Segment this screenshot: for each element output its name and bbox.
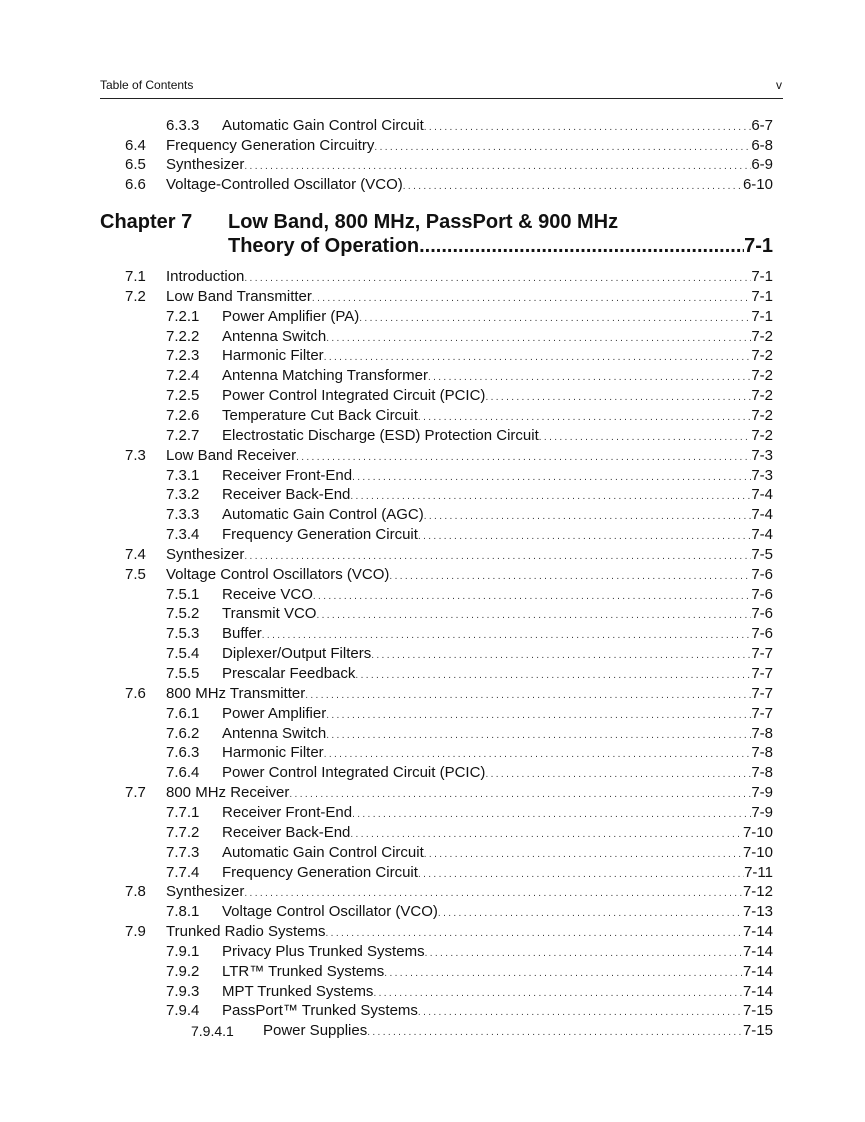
- toc-entry[interactable]: [0, 763, 773, 783]
- toc-entry-page: 7-7: [751, 684, 773, 702]
- dot-leader: [418, 863, 744, 885]
- toc-entry-title: MPT Trunked Systems: [222, 982, 374, 1000]
- toc-entry-number: 7.1: [125, 268, 146, 285]
- toc-entry-body: [222, 505, 773, 527]
- toc-entry[interactable]: [0, 922, 773, 942]
- dot-leader: [384, 962, 743, 984]
- toc-entry-title: Privacy Plus Trunked Systems: [222, 942, 425, 960]
- toc-entry-page: 7-9: [751, 784, 773, 802]
- toc-entry-title: Harmonic Filter: [222, 347, 324, 365]
- toc-entry[interactable]: [0, 175, 773, 195]
- toc-entry-body: [222, 863, 773, 885]
- dot-leader: [418, 525, 751, 547]
- toc-entry-number: 6.3.3: [166, 117, 200, 134]
- toc-entry-number: 7.3.2: [166, 486, 200, 504]
- toc-entry-page: 6-7: [751, 117, 773, 134]
- toc-entry-page: 7-1: [751, 307, 773, 325]
- toc-entry-number: 7.6: [125, 684, 146, 702]
- toc-entry-page: 7-3: [751, 466, 773, 484]
- dot-leader: [244, 155, 751, 177]
- toc-entry-page: 7-9: [751, 803, 773, 821]
- toc-entry-body: [222, 116, 773, 138]
- dot-leader: [326, 704, 751, 726]
- toc-entry-body: [166, 684, 773, 706]
- toc-entry-number: 7.5: [125, 565, 146, 583]
- chapter-page: 7-1: [744, 235, 773, 257]
- toc-entry-body: [222, 803, 773, 825]
- dot-leader: [313, 585, 751, 607]
- toc-entry-body: [222, 585, 773, 607]
- toc-entry-number: 7.6.4: [166, 764, 200, 782]
- toc-entry-title: Antenna Switch: [222, 724, 327, 742]
- dot-leader: [326, 724, 751, 746]
- toc-entry-body: [222, 624, 773, 646]
- toc-entry-title: Antenna Matching Transformer: [222, 367, 428, 385]
- dot-leader: [244, 267, 751, 289]
- toc-entry-title: Synthesizer: [166, 883, 245, 901]
- toc-entry-page: 6-8: [751, 136, 773, 154]
- toc-entry-page: 7-2: [751, 406, 773, 424]
- toc-entry-title: Power Supplies: [263, 1022, 368, 1040]
- chapter-heading[interactable]: [100, 211, 773, 261]
- toc-entry[interactable]: [0, 743, 773, 763]
- toc-entry-number: 7.5.1: [166, 585, 200, 603]
- toc-entry-title: Synthesizer: [166, 545, 245, 563]
- toc-entry-number: 7.7: [125, 784, 146, 802]
- toc-entry-number: 7.3.3: [166, 506, 200, 524]
- dot-leader: [326, 922, 743, 944]
- toc-entry[interactable]: [0, 505, 773, 525]
- toc-entry-body: [222, 664, 773, 686]
- toc-entry-page: 7-7: [751, 704, 773, 722]
- dot-leader: [359, 307, 751, 329]
- toc-entry-title: Buffer: [222, 625, 262, 643]
- toc-entry-page: 7-10: [742, 823, 773, 841]
- chapter-title-line2-row: [228, 235, 773, 258]
- toc-entry-title: Automatic Gain Control Circuit: [222, 843, 424, 861]
- dot-leader: [262, 624, 752, 646]
- toc-entry[interactable]: [0, 902, 773, 922]
- dot-leader: [539, 426, 752, 448]
- dot-leader: [485, 763, 751, 785]
- dot-leader: [425, 942, 743, 964]
- toc-entry[interactable]: [0, 585, 773, 605]
- dot-leader: [352, 466, 751, 488]
- toc-entry-title: Voltage Control Oscillator (VCO): [222, 903, 438, 921]
- chapter-title-line2: Theory of Operation: [228, 235, 420, 257]
- dot-leader: [428, 366, 751, 388]
- toc-entry-body: [222, 982, 773, 1004]
- toc-entry-title: Receiver Front-End: [222, 466, 353, 484]
- toc-entry-page: 7-6: [751, 585, 773, 603]
- toc-entry-body: [166, 565, 773, 587]
- toc-entry-body: [222, 426, 773, 448]
- dot-leader: [438, 902, 743, 924]
- toc-entry-number: 7.2.2: [166, 327, 200, 345]
- toc-entry-title: Receiver Back-End: [222, 486, 351, 504]
- toc-entry-page: 6-10: [742, 176, 773, 194]
- toc-entry-body: [222, 942, 773, 964]
- toc-entry-body: [222, 466, 773, 488]
- toc-entry-body: [166, 446, 773, 468]
- toc-entry-body: [222, 1001, 773, 1023]
- toc-entry-page: 7-7: [751, 645, 773, 663]
- toc-entry-title: Voltage-Controlled Oscillator (VCO): [166, 176, 403, 194]
- toc-entry-number: 7.2.1: [166, 307, 200, 325]
- toc-entry[interactable]: [0, 545, 773, 565]
- dot-leader: [324, 346, 752, 368]
- toc-entry[interactable]: [0, 942, 773, 962]
- toc-entry[interactable]: [0, 604, 773, 624]
- toc-entry-number: 7.9: [125, 923, 146, 941]
- toc-entry-body: [222, 843, 773, 865]
- toc-entry[interactable]: [0, 803, 773, 823]
- toc-entry-body: [166, 287, 773, 309]
- dot-leader: [350, 485, 751, 507]
- toc-entry-title: Prescalar Feedback: [222, 665, 356, 682]
- toc-entry-body: [222, 525, 773, 547]
- toc-entry-body: [166, 882, 773, 904]
- toc-entry-body: [222, 366, 773, 388]
- toc-entry-number: 7.8.1: [166, 903, 200, 921]
- toc-entry-title: Antenna Switch: [222, 327, 327, 345]
- toc-entry-page: 7-7: [751, 665, 773, 682]
- toc-entry-title: Synthesizer: [166, 156, 245, 174]
- toc-entry-body: [222, 823, 773, 845]
- running-header-title: Table of Contents: [100, 78, 194, 92]
- toc-entry-number: 7.9.2: [166, 962, 200, 980]
- toc-entry-body: [222, 902, 773, 924]
- dot-leader: [418, 1001, 743, 1023]
- toc-entry[interactable]: [0, 406, 773, 426]
- toc-entry[interactable]: [0, 287, 773, 307]
- toc-entry-body: [222, 604, 773, 626]
- toc-entry[interactable]: [0, 525, 773, 545]
- toc-entry-number: 7.9.3: [166, 982, 200, 1000]
- toc-entry-page: 7-2: [751, 347, 773, 365]
- toc-entry-title: 800 MHz Receiver: [166, 784, 290, 802]
- toc-entry-title: PassPort™ Trunked Systems: [222, 1002, 418, 1020]
- dot-leader: [350, 823, 743, 845]
- chapter-title-line1: Low Band, 800 MHz, PassPort & 900 MHz: [228, 211, 619, 233]
- toc-entry-title: Power Control Integrated Circuit (PCIC): [222, 387, 486, 405]
- toc-entry[interactable]: [0, 644, 773, 664]
- toc-entry-number: 6.6: [125, 176, 146, 194]
- toc-entry-title: Frequency Generation Circuitry: [166, 136, 375, 154]
- toc-entry-number: 7.7.1: [166, 803, 200, 821]
- toc-entry[interactable]: [0, 307, 773, 327]
- toc-entry[interactable]: [0, 346, 773, 366]
- toc-entry-title: Introduction: [166, 268, 245, 285]
- toc-entry-number: 7.6.3: [166, 744, 200, 762]
- toc-entry-title: Receiver Back-End: [222, 823, 351, 841]
- toc-entry[interactable]: [0, 1021, 773, 1041]
- toc-entry[interactable]: [0, 882, 773, 902]
- toc-entry-page: 7-6: [751, 605, 773, 623]
- toc-entry-page: 7-1: [751, 287, 773, 305]
- toc-entry[interactable]: [0, 426, 773, 446]
- toc-entry[interactable]: [0, 863, 773, 883]
- toc-entry-page: 7-2: [751, 367, 773, 385]
- toc-entry-title: Receiver Front-End: [222, 803, 353, 821]
- dot-leader: [371, 644, 751, 666]
- toc-entry-number: 7.9.4: [166, 1002, 200, 1020]
- toc-entry-body: [263, 1021, 773, 1043]
- toc-entry-title: LTR™ Trunked Systems: [222, 962, 385, 980]
- toc-entry-page: 7-11: [744, 863, 773, 881]
- dot-leader: [418, 406, 751, 428]
- toc-entry[interactable]: [0, 962, 773, 982]
- toc-entry-number: 7.3.4: [166, 526, 200, 544]
- dot-leader: [355, 664, 751, 686]
- toc-entry[interactable]: [0, 724, 773, 744]
- toc-entry-number: 7.7.3: [166, 843, 200, 861]
- toc-entry-title: Power Control Integrated Circuit (PCIC): [222, 764, 486, 782]
- toc-entry[interactable]: [0, 116, 773, 136]
- toc-entry[interactable]: [0, 366, 773, 386]
- toc-entry-title: Harmonic Filter: [222, 744, 324, 762]
- toc-entry-number: 7.2.5: [166, 387, 200, 405]
- toc-entry-page: 7-14: [742, 923, 773, 941]
- dot-leader: [424, 843, 743, 865]
- toc-entry-title: Receive VCO: [222, 585, 313, 603]
- dot-leader: [316, 604, 751, 626]
- toc-entry-page: 7-6: [751, 565, 773, 583]
- toc-entry-body: [222, 346, 773, 368]
- toc-entry-number: 7.7.4: [166, 863, 200, 881]
- toc-entry-body: [166, 545, 773, 567]
- toc-entry-body: [222, 327, 773, 349]
- dot-leader: [324, 743, 752, 765]
- toc-entry[interactable]: [0, 684, 773, 704]
- toc-entry-number: 7.2.6: [166, 406, 200, 424]
- toc-entry-page: 7-2: [751, 426, 773, 444]
- toc-entry[interactable]: [0, 783, 773, 803]
- toc-entry[interactable]: [0, 136, 773, 156]
- toc-entry-number: 7.6.1: [166, 704, 200, 722]
- toc-entry-number: 7.2: [125, 287, 146, 305]
- toc-entry[interactable]: [0, 155, 773, 175]
- toc-entry-body: [222, 307, 773, 329]
- toc-entry[interactable]: [0, 485, 773, 505]
- dot-leader: [352, 803, 751, 825]
- toc-entry-title: Temperature Cut Back Circuit: [222, 406, 418, 424]
- toc-entry-number: 7.2.7: [166, 426, 200, 444]
- toc-entry-title: Electrostatic Discharge (ESD) Protection Circuit: [222, 426, 539, 444]
- toc-entry[interactable]: [0, 823, 773, 843]
- toc-entry-page: 7-5: [751, 545, 773, 563]
- toc-entry-body: [222, 406, 773, 428]
- toc-entry-title: Power Amplifier (PA): [222, 307, 360, 325]
- toc-entry-number: 7.5.3: [166, 625, 200, 643]
- toc-entry-title: Low Band Receiver: [166, 446, 297, 464]
- toc-entry-number: 7.3: [125, 446, 146, 464]
- toc-entry-body: [222, 644, 773, 666]
- dot-leader: [244, 882, 743, 904]
- toc-entry-number: 7.5.2: [166, 605, 200, 623]
- toc-entry-page: 7-12: [742, 883, 773, 901]
- toc-entry-number: 7.5.5: [166, 665, 200, 682]
- toc-entry[interactable]: [0, 565, 773, 585]
- toc-entry[interactable]: [0, 982, 773, 1002]
- toc-entry-title: 800 MHz Transmitter: [166, 684, 306, 702]
- toc-entry-body: [166, 136, 773, 158]
- toc-entry-page: 7-4: [751, 506, 773, 524]
- toc-entry-page: 7-13: [742, 903, 773, 921]
- toc-entry-page: 7-8: [751, 764, 773, 782]
- toc-entry-body: [222, 962, 773, 984]
- toc-entry-page: 7-14: [742, 962, 773, 980]
- toc-entry[interactable]: [0, 664, 773, 684]
- toc-entry[interactable]: [0, 446, 773, 466]
- toc-entry-body: [166, 783, 773, 805]
- dot-leader: [326, 327, 751, 349]
- toc-entry[interactable]: [0, 327, 773, 347]
- dot-leader: [424, 505, 752, 527]
- dot-leader: [374, 136, 751, 158]
- toc-entry-title: Power Amplifier: [222, 704, 327, 722]
- toc-entry-number: 7.6.2: [166, 724, 200, 742]
- toc-entry-body: [222, 724, 773, 746]
- header-divider: [100, 98, 783, 99]
- dot-leader: [367, 1021, 743, 1043]
- toc-entry-body: [222, 704, 773, 726]
- dot-leader: [424, 116, 752, 138]
- toc-entry-body: [222, 743, 773, 765]
- toc-entry[interactable]: [0, 386, 773, 406]
- toc-entry-title: Low Band Transmitter: [166, 287, 312, 305]
- toc-entry-title: Automatic Gain Control Circuit: [222, 117, 424, 134]
- toc-entry-page: 7-15: [742, 1002, 773, 1020]
- dot-leader: [305, 684, 751, 706]
- toc-entry-page: 7-6: [751, 625, 773, 643]
- toc-entry[interactable]: [0, 1001, 773, 1021]
- dot-leader: [373, 982, 743, 1004]
- toc-entry-page: 7-15: [742, 1022, 773, 1040]
- toc-entry-title: Frequency Generation Circuit: [222, 526, 418, 544]
- toc-entry-title: Automatic Gain Control (AGC): [222, 506, 424, 524]
- toc-entry-page: 7-10: [742, 843, 773, 861]
- toc-entry-page: 7-2: [751, 387, 773, 405]
- toc-entry-number: 6.4: [125, 136, 146, 154]
- toc-entry-number: 7.7.2: [166, 823, 200, 841]
- toc-entry-page: 6-9: [751, 156, 773, 174]
- toc-entry-body: [222, 386, 773, 408]
- toc-entry-body: [166, 267, 773, 289]
- toc-entry-title: Transmit VCO: [222, 605, 317, 623]
- toc-entry-title: Voltage Control Oscillators (VCO): [166, 565, 390, 583]
- toc-entry-number: 6.5: [125, 156, 146, 174]
- toc-entry-page: 7-14: [742, 942, 773, 960]
- toc-entry-body: [222, 485, 773, 507]
- toc-entry-body: [166, 175, 773, 197]
- toc-entry-number: 7.8: [125, 883, 146, 901]
- toc-entry[interactable]: [0, 624, 773, 644]
- toc-entry[interactable]: [0, 704, 773, 724]
- toc-entry-title: Trunked Radio Systems: [166, 923, 326, 941]
- toc-entry[interactable]: [0, 843, 773, 863]
- toc-entry-page: 7-2: [751, 327, 773, 345]
- toc-entry-number: 7.2.4: [166, 367, 200, 385]
- dot-leader: [419, 235, 744, 258]
- toc-entry-page: 7-8: [751, 744, 773, 762]
- toc-entry-page: 7-14: [742, 982, 773, 1000]
- dot-leader: [485, 386, 751, 408]
- toc-entry-body: [166, 155, 773, 177]
- toc-entry-page: 7-4: [751, 486, 773, 504]
- toc-entry-page: 7-4: [751, 526, 773, 544]
- chapter-label: Chapter 7: [100, 211, 193, 233]
- toc-entry-number: 7.9.4.1: [191, 1023, 234, 1040]
- toc-entry-body: [222, 763, 773, 785]
- toc-entry-page: 7-1: [751, 268, 773, 285]
- dot-leader: [403, 175, 743, 197]
- dot-leader: [244, 545, 751, 567]
- toc-entry-number: 7.9.1: [166, 942, 200, 960]
- toc-entry-number: 7.5.4: [166, 645, 200, 663]
- toc-entry[interactable]: [0, 466, 773, 486]
- toc-entry-title: Diplexer/Output Filters: [222, 645, 372, 663]
- toc-entry-number: 7.2.3: [166, 347, 200, 365]
- toc-entry-body: [166, 922, 773, 944]
- toc-entry[interactable]: [0, 267, 773, 287]
- toc-entry-number: 7.3.1: [166, 466, 200, 484]
- dot-leader: [296, 446, 751, 468]
- dot-leader: [289, 783, 751, 805]
- dot-leader: [389, 565, 751, 587]
- page-number: v: [776, 78, 782, 92]
- toc-entry-page: 7-3: [751, 446, 773, 464]
- dot-leader: [312, 287, 751, 309]
- toc-entry-number: 7.4: [125, 545, 146, 563]
- toc-entry-title: Frequency Generation Circuit: [222, 863, 418, 881]
- toc-entry-page: 7-8: [751, 724, 773, 742]
